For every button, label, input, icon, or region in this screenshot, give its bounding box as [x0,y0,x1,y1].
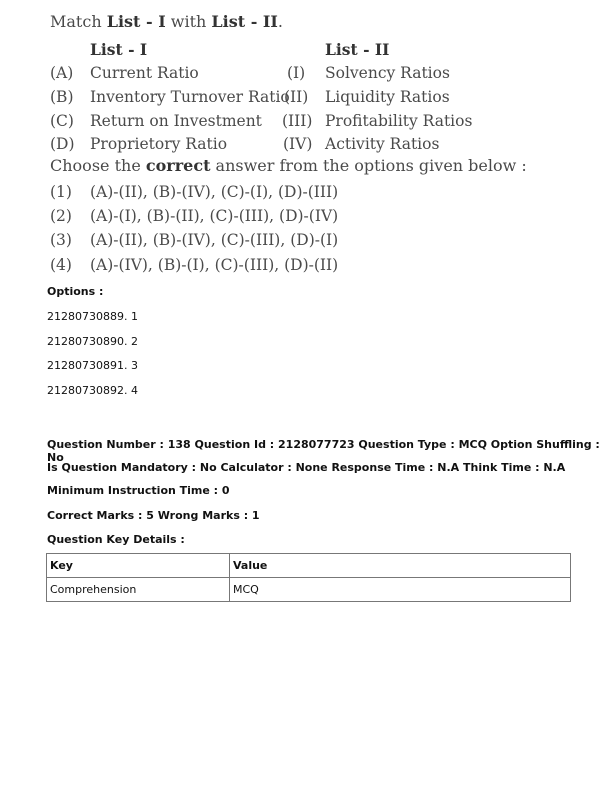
answer-option-number: (2) [50,207,72,225]
option-id: 21280730891. 3 [47,359,138,372]
list-1-item: Current Ratio [90,64,199,82]
option-id: 21280730889. 1 [47,310,138,323]
list-2-label: (IV) [283,135,313,153]
table-header-cell: Key [47,554,230,578]
table-header-row [47,554,571,578]
question-title: Match List - I with List - II. [50,12,283,31]
list-2-item: Liquidity Ratios [325,88,450,106]
table-cell: Comprehension [47,578,230,602]
answer-option-number: (4) [50,256,72,274]
table-row [47,578,571,602]
list-1-label: (C) [50,112,74,130]
question-meta-line: Is Question Mandatory : No Calculator : None Response Time : N.A Think Time : N.A [47,461,566,474]
answer-option-text: (A)-(I), (B)-(II), (C)-(III), (D)-(IV) [90,207,339,225]
table-cell: MCQ [230,578,571,602]
list-1-header: List - I [90,40,148,59]
answer-option-number: (3) [50,231,72,249]
key-details-heading: Question Key Details : [47,533,185,546]
marks-line: Correct Marks : 5 Wrong Marks : 1 [47,509,260,522]
choose-instruction: Choose the correct answer from the options given below : [50,156,527,175]
list-1-item: Proprietory Ratio [90,135,228,153]
answer-option-text: (A)-(IV), (B)-(I), (C)-(III), (D)-(II) [90,256,339,274]
question-meta-line: Minimum Instruction Time : 0 [47,484,230,497]
answer-option-number: (1) [50,183,72,201]
options-heading: Options : [47,285,104,298]
list-2-label: (III) [282,112,313,130]
key-details-table [46,553,571,602]
answer-option-text: (A)-(II), (B)-(IV), (C)-(I), (D)-(III) [90,183,339,201]
list-1-label: (B) [50,88,74,106]
list-2-item: Solvency Ratios [325,64,450,82]
option-id: 21280730890. 2 [47,335,138,348]
answer-option-text: (A)-(II), (B)-(IV), (C)-(III), (D)-(I) [90,231,339,249]
table-header-cell: Value [230,554,571,578]
question-meta-line: Question Number : 138 Question Id : 2128077723 Question Type : MCQ Option Shuffling : No [47,438,600,464]
list-1-label: (D) [50,135,75,153]
list-2-item: Activity Ratios [325,135,440,153]
list-2-label: (I) [287,64,306,82]
list-2-header: List - II [325,40,390,59]
list-2-label: (II) [284,88,309,106]
list-1-item: Return on Investment [90,112,262,130]
list-1-label: (A) [50,64,74,82]
list-1-item: Inventory Turnover Ratio [90,88,290,106]
option-id: 21280730892. 4 [47,384,138,397]
list-2-item: Profitability Ratios [325,112,473,130]
